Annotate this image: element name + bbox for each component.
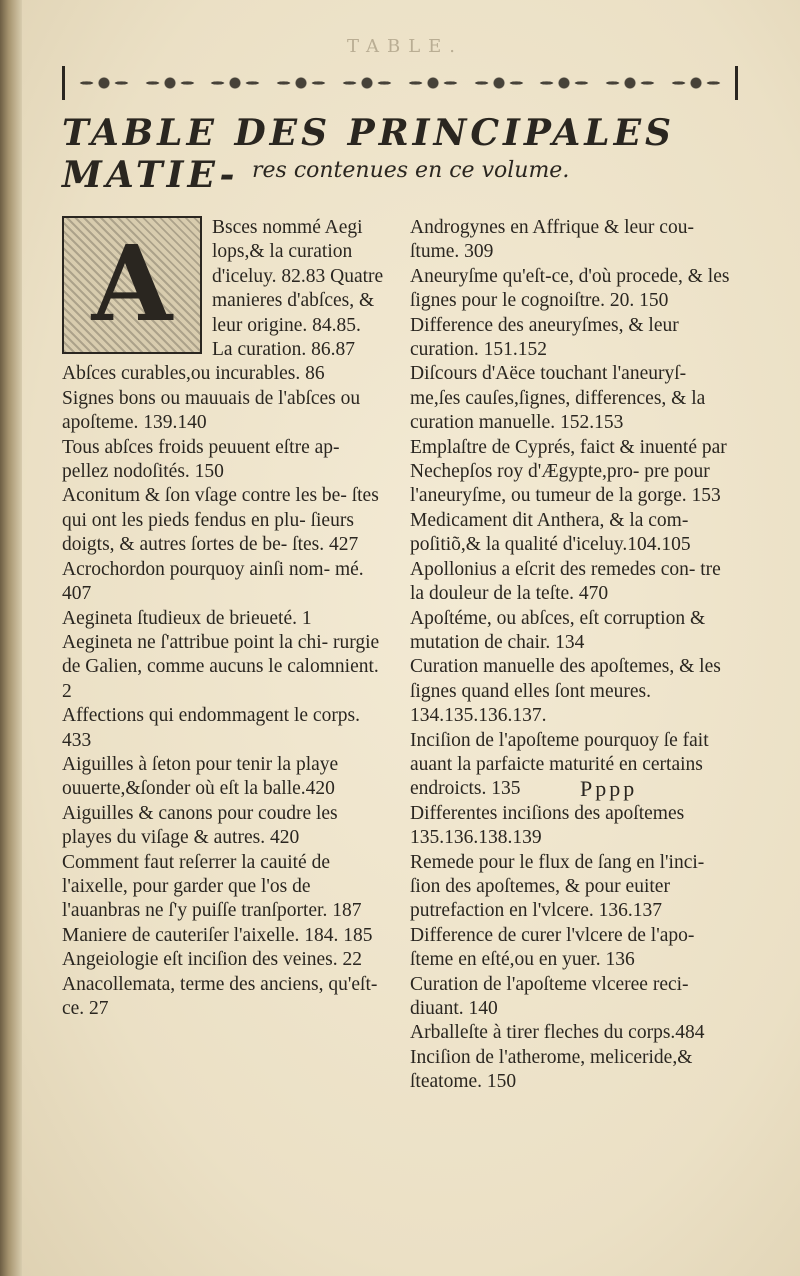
index-entry: Maniere de cauteriſer l'aixelle. 184. 185 xyxy=(62,924,373,946)
index-entry: Aiguilles & canons pour coudre les playes du viſage & autres. 420 xyxy=(62,802,338,849)
index-entry: Inciſion de l'apoſteme pourquoy ſe fait auant la parfaicte maturité en certains endroicts. 135 xyxy=(410,729,709,800)
index-entry: Aegineta ne ſ'attribue point la chi- rurgie de Galien, comme aucuns le calomnient. 2 xyxy=(62,631,380,702)
index-entry: Aegineta ſtudieux de brieueté. 1 xyxy=(62,607,312,629)
fleuron-ornament xyxy=(470,71,528,95)
index-entry: Comment faut reſerrer la cauité de l'aixelle, pour garder que l'os de l'auanbras ne ſ'y puiſſe tranſporter. 187 xyxy=(62,851,362,922)
index-entry: Emplaſtre de Cyprés, faict & inuenté par Nechepſos roy d'Ægypte,pro- pre pour l'aneuryſme, ou tumeur de la gorge. 153 xyxy=(410,436,727,507)
index-entry: Medicament dit Anthera, & la com- poſitiõ,& la qualité d'iceluy.104.105 xyxy=(410,509,691,556)
index-entry: Curation de l'apoſteme vlceree reci- diuant. 140 xyxy=(410,973,689,1019)
fleuron-ornament xyxy=(141,71,199,95)
signature-mark: Pppp xyxy=(580,776,638,801)
fleuron-ornament xyxy=(535,71,593,95)
index-entry: Acrochordon pourquoy ainſi nom- mé. 407 xyxy=(62,558,364,605)
ornamental-headband xyxy=(62,66,738,100)
index-entry: Apollonius a eſcrit des remedes con- tre la douleur de la teſte. 470 xyxy=(410,558,721,605)
index-entry: Differentes inciſions des apoſtemes 135.136.138.139 xyxy=(410,802,685,849)
fleuron-ornament xyxy=(601,71,659,95)
index-entry: Aiguilles à ſeton pour tenir la playe ouuerte,&ſonder où eſt la balle.420 xyxy=(62,753,339,800)
index-entry: Tous abſces froids peuuent eſtre ap- pellez nodoſités. 150 xyxy=(62,436,340,483)
index-entry: Apoſtéme, ou abſces, eſt corruption & mutation de chair. 134 xyxy=(410,607,706,653)
index-entry: Bsces nommé Aegi lops,& la curation d'iceluy. 82.83 Quatre manieres d'abſces, & leur origine. 84.85. La curation. 86.87 xyxy=(212,217,384,361)
index-entry: Inciſion de l'atherome, meliceride,& ſteatome. 150 xyxy=(410,1046,693,1093)
fleuron-ornament xyxy=(667,71,725,95)
fleuron-ornament xyxy=(75,71,133,95)
fleuron-ornament xyxy=(404,71,462,95)
index-entry: Abſces curables,ou incurables. 86 xyxy=(62,363,325,385)
index-entry: Arballeſte à tirer fleches du corps.484 xyxy=(410,1022,705,1044)
index-column-right xyxy=(410,216,738,1095)
index-column-left xyxy=(62,216,384,1021)
index-entry: Affections qui endommagent le corps. 433 xyxy=(62,705,361,751)
index-entry: Difference des aneuryſmes, & leur curation. 151.152 xyxy=(410,314,679,361)
index-entry: Angeiologie eſt inciſion des veines. 22 xyxy=(62,949,363,971)
index-entry: Curation manuelle des apoſtemes, & les ſignes quand elles ſont meures. 134.135.136.137. xyxy=(410,656,721,727)
fleuron-ornament xyxy=(206,71,264,95)
fleuron-ornament xyxy=(272,71,330,95)
fleuron-ornament xyxy=(338,71,396,95)
index-entry: Signes bons ou mauuais de l'abſces ou apoſteme. 139.140 xyxy=(62,387,361,434)
running-head: TABLE. xyxy=(346,36,464,57)
index-entry: Remede pour le flux de ſang en l'inci- ſion des apoſtemes, & pour euiter putrefaction en l'vlcere. 136.137 xyxy=(410,851,705,922)
initial-letter: A xyxy=(91,222,173,345)
index-entry: Aconitum & ſon vſage contre les be- ſtes qui ont les pieds fendus en plu- ſieurs doigts, & autres ſortes de be- ſtes. 427 xyxy=(62,485,379,556)
page-title: TABLE DES PRINCIPALES MATIE- xyxy=(62,112,676,196)
index-entry: Aneuryſme qu'eſt-ce, d'où procede, & les ſignes pour le cognoiſtre. 20. 150 xyxy=(410,265,730,312)
index-entry: Difference de curer l'vlcere de l'apo- ſteme en eſté,ou en yuer. 136 xyxy=(410,924,695,971)
index-entry: Diſcours d'Aëce touchant l'aneuryſ- me,ſes cauſes,ſignes, differences, & la curation manuelle. 152.153 xyxy=(410,363,706,434)
binding-gutter xyxy=(0,0,22,1276)
index-entry: Androgynes en Affrique & leur cou- ſtume. 309 xyxy=(410,217,694,263)
index-entry: Anacollemata, terme des anciens, qu'eſt-ce. 27 xyxy=(62,973,378,1019)
page-subtitle: res contenues en ce volume. xyxy=(252,158,570,183)
